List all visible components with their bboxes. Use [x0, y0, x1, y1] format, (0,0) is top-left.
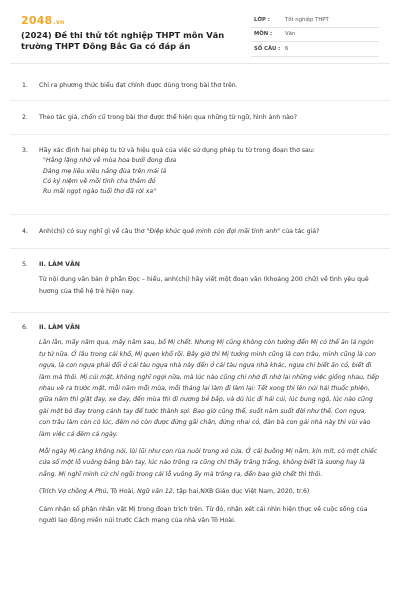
question-body	[39, 145, 379, 198]
poem-line: "Hẳng lặng nhớ về mùa hoa bưởi đong đưa	[43, 157, 177, 165]
text-part: , Tô Hoài,	[106, 488, 138, 496]
header-divider	[10, 63, 390, 64]
text-part: Theo tác giả,	[39, 114, 82, 121]
question-text: Từ nội dung văn bản ở phần Đọc – hiểu, anh(chị) hãy viết một đoạn văn (khoảng 200 chữ) về tình yêu quê hương của thế hệ trẻ hiện nay.	[39, 276, 369, 295]
text-emphasis: Ngữ văn 12	[137, 488, 173, 496]
meta-row-class	[251, 13, 379, 28]
question-text: Hãy xác định hai phép tu từ và hiệu quả của việc sử dụng phép tu từ trong đoạn thơ sau:	[39, 147, 315, 154]
question-5	[22, 259, 382, 297]
poem-line: Ru mãi ngọt ngào tuổi thơ đã rời xa"	[43, 188, 157, 196]
question-number: 2.	[22, 114, 28, 121]
divider	[10, 134, 390, 135]
question-body	[39, 322, 379, 527]
meta-key: SỐ CÂU :	[254, 45, 281, 52]
question-6	[22, 322, 382, 527]
divider	[10, 100, 390, 101]
divider	[10, 248, 390, 249]
site-logo[interactable]	[21, 14, 64, 27]
meta-key: MÔN :	[254, 31, 273, 37]
question-body	[39, 259, 379, 297]
document-title: (2024) Đề thi thử tốt nghiệp THPT môn Văn trường THPT Đông Bắc Ga có đáp án	[21, 30, 225, 51]
question-text	[39, 226, 379, 237]
logo-domain: .vn	[53, 19, 65, 26]
text-part: , tập hai,NXB Giáo dục Việt Nam, 2020, tr.6)	[172, 488, 310, 496]
text-part: Anh(chị) có suy nghĩ gì về câu thơ "	[39, 228, 150, 235]
meta-key: LỚP :	[254, 16, 270, 23]
meta-row-count	[251, 42, 379, 57]
question-4	[22, 226, 382, 237]
logo-text: 2048	[21, 14, 53, 27]
text-part: (Trích	[39, 488, 58, 496]
question-1	[22, 80, 382, 91]
text-part: " của tác giả?	[277, 228, 320, 235]
header	[0, 0, 400, 64]
question-text	[39, 112, 379, 123]
meta-value: 6	[285, 45, 289, 52]
meta-table	[251, 13, 379, 57]
question-3	[22, 145, 382, 198]
question-2	[22, 112, 382, 123]
meta-value: Văn	[285, 31, 296, 37]
passage-paragraph: Lần lần, mấy năm qua, mấy năm sau, bố Mị chết. Nhưng Mị cũng không còn tưởng đến Mị có thể ăn lá ngón tự tử nữa. Ở lâu trong cái khổ, Mị quen khổ rồi. Bây giờ thì Mị tưởng mình cũng là con trâu, mình cũng là con ngựa, là con ngựa phải đổi ở cái tàu ngựa nhà này đến ở cái tàu ngựa nhà khác, ngựa chỉ biết ăn cỏ, biết đi làm mà thôi. Mị cúi mặt, không nghĩ ngợi nữa, mà lúc nào cũng chỉ nhớ đi nhớ lại những việc giống nhau, tiếp nhau vẽ ra trước mặt, mỗi năm mỗi mùa, mỗi tháng lại làm đi làm lại: Tết xong thì lên núi hái thuốc phiện, giữa năm thì giặt đay, xe đay, đến mùa thì đi nương bẻ bắp, và dù lúc đi hái củi, lúc bung ngô, lúc nào cũng gài một bó đay trong cánh tay để tước thành sợi. Bao giờ cũng thế, suốt năm suốt đời như thế. Con ngựa, con trâu làm còn có lúc, đêm nó còn được đứng gãi chân, đứng nhai cỏ, đàn bà con gái nhà này thì vùi vào làm việc cả đêm cả ngày.	[39, 339, 379, 438]
divider	[10, 312, 390, 313]
meta-row-subject	[251, 28, 379, 43]
section-heading: II. LÀM VĂN	[39, 261, 80, 268]
passage-paragraph: Mỗi ngày Mị càng không nói, lùi lũi như con rùa nuôi trong xó cửa. Ở cái buồng Mị nằm, kín mít, có một chiếc cửa sổ một lỗ vuông bằng bàn tay, lúc nào trông ra cũng chỉ thấy trăng trắng, không biết là sương hay là nắng. Mị nghĩ mình cứ chỉ ngồi trong cái lỗ vuông ấy mà trông ra, đến bao giờ chết thì thôi.	[39, 448, 378, 478]
section-heading: II. LÀM VĂN	[39, 324, 80, 331]
question-task: Cảm nhận số phận nhân vật Mị trong đoạn trích trên. Từ đó, nhận xét cái nhìn hiện thực về cuộc sống của người lao động miền núi trước Cách mạng của nhà văn Tô Hoài.	[39, 505, 368, 525]
question-number: 1.	[22, 82, 28, 89]
text-emphasis: Điệp khúc quê mình còn đợi mãi tình anh	[149, 228, 278, 235]
question-text: Chỉ ra phương thức biểu đạt chính được dùng trong bài thơ trên.	[39, 82, 238, 89]
divider	[10, 214, 390, 215]
meta-value: Tốt nghiệp THPT	[285, 16, 329, 23]
question-number: 6.	[22, 324, 28, 331]
text-part: trong bài thơ được thể hiện qua những từ ngữ, hình ảnh nào?	[105, 114, 297, 121]
text-emphasis: chốn cũ	[81, 114, 106, 121]
poem-excerpt	[43, 156, 379, 197]
question-number: 5.	[22, 261, 28, 268]
poem-line: Dáng mẹ liêu xiêu nắng đùa trên mái lá	[43, 167, 167, 175]
question-number: 4.	[22, 228, 28, 235]
citation	[39, 486, 379, 497]
question-number: 3.	[22, 147, 28, 154]
poem-line: Có kỷ niệm về mồi tình cha thắm đỏ	[43, 178, 156, 185]
text-emphasis: Vợ chồng A Phủ	[57, 488, 107, 496]
